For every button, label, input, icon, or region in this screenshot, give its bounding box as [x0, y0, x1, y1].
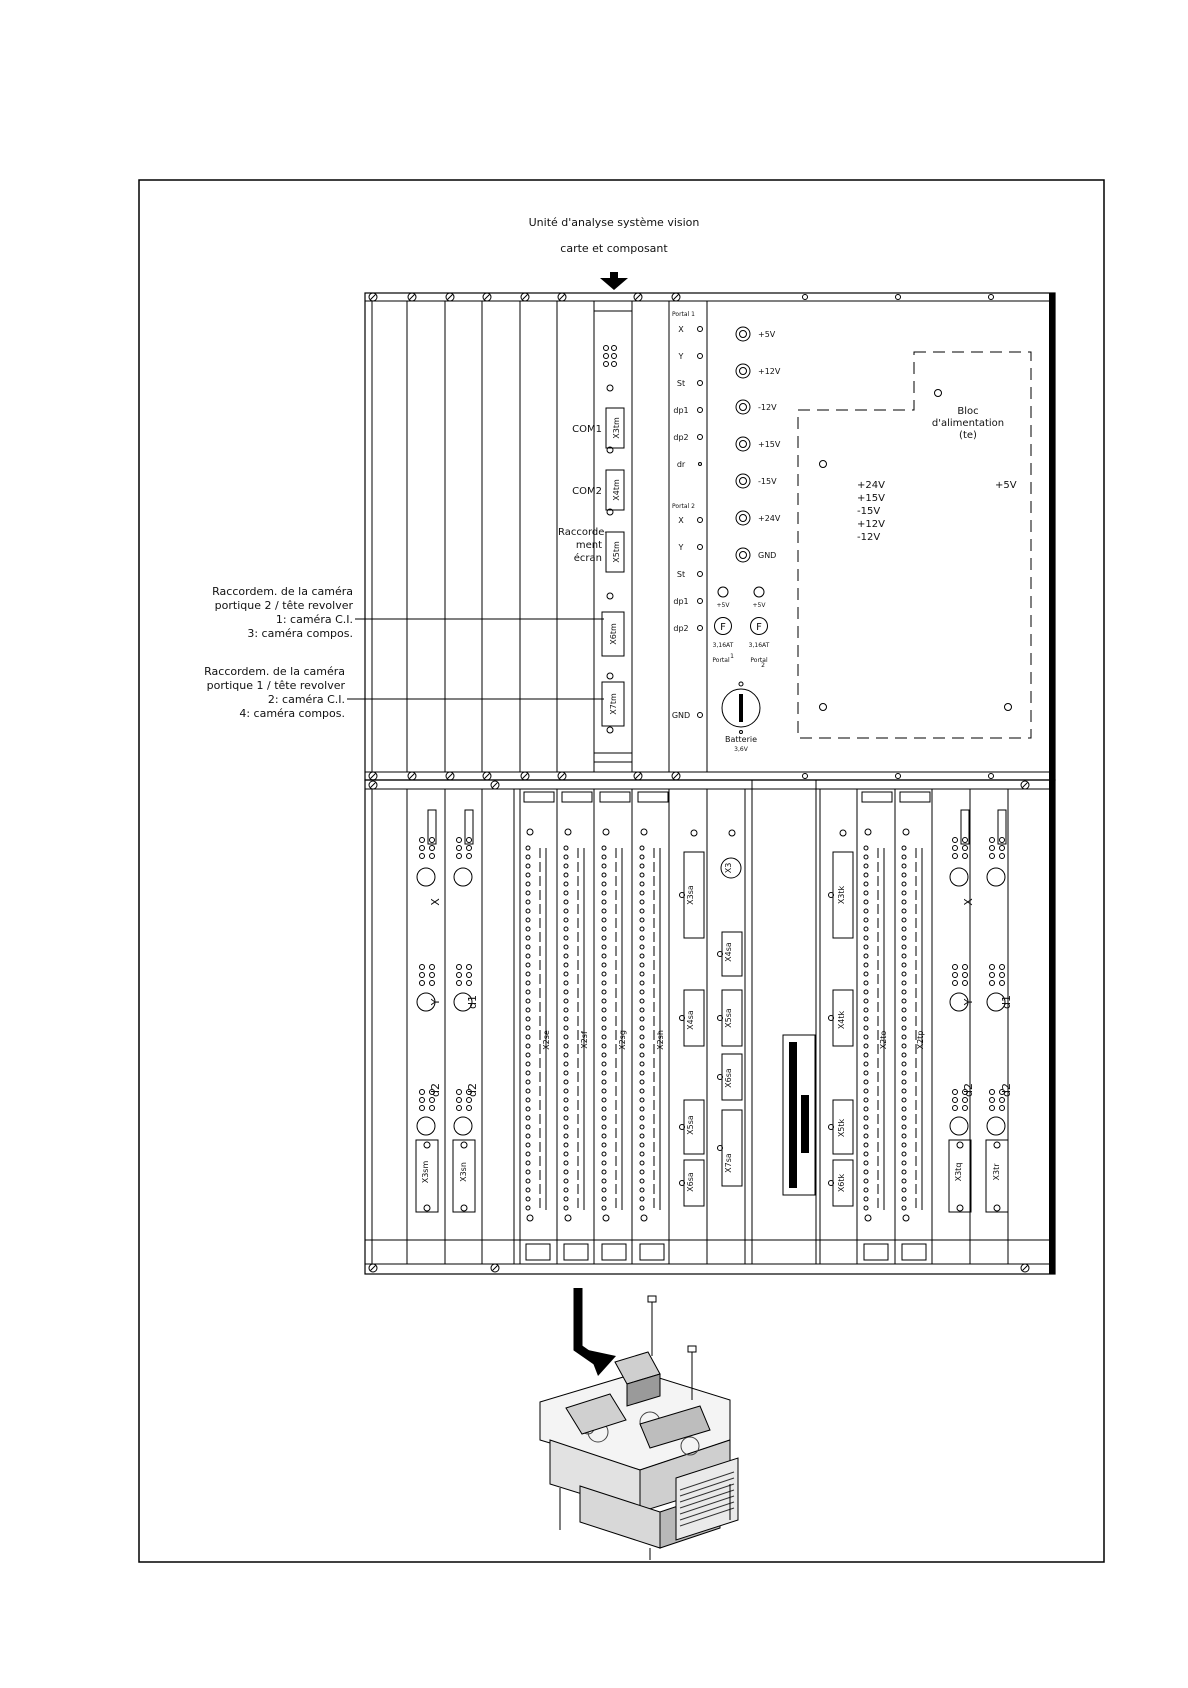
connector-x4tm-label: X4tm [612, 479, 621, 501]
screw-icon [558, 293, 566, 301]
card-tq-connector: X3tq [954, 1162, 963, 1182]
portal-2-signal-y: Y [678, 543, 684, 552]
rivet [989, 774, 994, 779]
screw-icon [369, 293, 377, 301]
blank-wide-slot [752, 780, 816, 1264]
svg-text:4: caméra compos.: 4: caméra compos. [239, 707, 345, 720]
interface-card [558, 301, 632, 772]
fuse-1-portal-word: Portal [712, 657, 730, 664]
card-sm-label-d2: d2 [429, 1083, 442, 1097]
fuse-2-rating: 3,16AT [748, 642, 770, 649]
rivet [803, 295, 808, 300]
supply-title-line-1: Bloc [957, 406, 979, 417]
bus-card-x2sf: X2sf [580, 1031, 589, 1049]
bus-card [600, 792, 630, 1260]
portal-2-signal-dp2: dp2 [673, 624, 689, 633]
card-tq-label-x: X [962, 898, 975, 906]
supply-voltage-5: -12V [857, 532, 881, 543]
card-tk-x4tk: X4tk [837, 1010, 846, 1030]
upper-rack [365, 293, 1055, 1274]
screw-icon [672, 772, 680, 780]
card-sa-right-x5sa: X5sa [724, 1008, 733, 1028]
screw-icon [446, 293, 454, 301]
card-sn-label-d1: d1 [466, 995, 479, 1009]
portal-1-signal-st: St [676, 379, 686, 388]
card-sa-right-x4sa: X4sa [724, 942, 733, 962]
title-line-2: carte et composant [560, 242, 668, 255]
card-sa-left-x5sa: X5sa [686, 1115, 695, 1135]
bus-card [862, 792, 892, 1260]
screw-icon [369, 772, 377, 780]
screw-icon [408, 772, 416, 780]
supply-voltage-3: -15V [857, 506, 881, 517]
portal-gnd-label: GND [671, 711, 691, 720]
placement-machine-illustration [540, 1296, 738, 1560]
svg-text:Raccordem. de la caméra: Raccordem. de la caméra [212, 585, 353, 598]
socket-plus12v-label: +12V [758, 367, 781, 376]
portal-2-signal-dp1: dp1 [673, 597, 689, 606]
supply-title-line-2: d'alimentation [931, 418, 1005, 429]
socket-plus15v-label: +15V [758, 440, 781, 449]
bent-arrow-icon [578, 1288, 616, 1376]
portal-card [672, 311, 703, 720]
supply-voltage-1: +24V [857, 480, 885, 491]
connector-x6tm-label: X6tm [609, 623, 618, 645]
bus-card-x2to: X2to [879, 1030, 888, 1050]
portal-1-signal-dp2: dp2 [673, 433, 689, 442]
io-card-panel [986, 810, 1008, 1212]
screw-icon [558, 772, 566, 780]
power-supply-outline [798, 352, 1031, 738]
socket-plus5v-label: +5V [758, 330, 776, 339]
fuse-1-symbol: F [720, 622, 726, 633]
io-card-panel [949, 810, 971, 1212]
card-sm-label-y: Y [429, 998, 442, 1006]
portal-1-signal-y: Y [678, 352, 684, 361]
fuse-2-portal-number: 2 [761, 662, 765, 669]
screw-icon [408, 293, 416, 301]
lower-rack-labels [421, 863, 1013, 1192]
rivet [989, 295, 994, 300]
screw-icon [491, 781, 499, 789]
com2-label: COM2 [572, 486, 602, 497]
battery-label-1: Batterie [724, 735, 758, 744]
title-line-1: Unité d'analyse système vision [528, 216, 700, 229]
bus-card [900, 792, 930, 1260]
card-sa-left-x3sa: X3sa [686, 885, 695, 905]
bus-card-x2tp: X2tp [916, 1030, 925, 1050]
screw-icon [369, 1264, 377, 1272]
screw-icon [672, 293, 680, 301]
screw-icon [1021, 1264, 1029, 1272]
battery-icon [722, 682, 760, 734]
screw-icon [483, 772, 491, 780]
fuse-1-top-label: +5V [716, 602, 730, 609]
portal-1-label: Portal 1 [672, 311, 695, 318]
portal-1-signal-x: X [678, 325, 684, 334]
card-sa-left-x4sa: X4sa [686, 1010, 695, 1030]
card-sn-connector: X3sn [459, 1162, 468, 1182]
down-arrow-icon [600, 272, 628, 290]
fuse-2-portal-word: Portal [750, 657, 768, 664]
connector-card [718, 830, 743, 1186]
bus-card-x2sh: X2sh [656, 1030, 665, 1050]
com1-label: COM1 [572, 424, 602, 435]
portal-1-signal-dr: dr [676, 460, 686, 469]
supply-voltage-2: +15V [857, 493, 885, 504]
fuse-1-portal-number: 1 [730, 653, 734, 660]
screw-icon [521, 293, 529, 301]
screw-icon [369, 781, 377, 789]
callout-portique-1 [204, 665, 604, 720]
callout-portique-2 [212, 585, 604, 640]
card-tr-label-d1: d1 [1000, 995, 1013, 1009]
portal-2-signal-x: X [678, 516, 684, 525]
card-sm-connector: X3sm [421, 1160, 430, 1184]
card-sa-left-x6sa: X6sa [686, 1172, 695, 1192]
screw-icon [634, 772, 642, 780]
bus-card [562, 792, 592, 1260]
card-sa-right-x7sa: X7sa [724, 1153, 733, 1173]
raccordement-line-1: Raccorde- [557, 527, 608, 538]
card-tr-label-d2: d2 [1000, 1083, 1013, 1097]
card-tq-label-y: Y [962, 998, 975, 1006]
svg-text:2: caméra C.I.: 2: caméra C.I. [267, 693, 345, 706]
card-sa-right-x3: X3 [724, 862, 733, 874]
rack-side-bar [1049, 293, 1055, 1274]
supply-plus5v: +5V [995, 480, 1017, 491]
card-sa-right-x6sa: X6sa [724, 1068, 733, 1088]
socket-plus24v-label: +24V [758, 514, 781, 523]
socket-minus15v-label: -15V [758, 477, 777, 486]
raccordement-line-2: ment [575, 540, 602, 551]
socket-gnd-label: GND [758, 551, 777, 560]
connector-x3tm-label: X3tm [612, 417, 621, 439]
io-card-panel [416, 810, 438, 1212]
rivet [803, 774, 808, 779]
portal-1-signal-dp1: dp1 [673, 406, 689, 415]
svg-text:Raccordem. de la caméra: Raccordem. de la caméra [204, 665, 345, 678]
screw-icon [634, 293, 642, 301]
svg-text:1: caméra C.I.: 1: caméra C.I. [275, 613, 353, 626]
portal-2-label: Portal 2 [672, 503, 695, 510]
card-tr-connector: X3tr [992, 1163, 1001, 1181]
fuse-1-rating: 3,16AT [712, 642, 734, 649]
svg-text:3: caméra compos.: 3: caméra compos. [247, 627, 353, 640]
card-tq-label-d2: d2 [962, 1083, 975, 1097]
screw-icon [483, 293, 491, 301]
card-sn-label-d2: d2 [466, 1083, 479, 1097]
power-panel [712, 327, 1031, 753]
card-tk-x3tk: X3tk [837, 885, 846, 905]
card-tk-x6tk: X6tk [837, 1173, 846, 1193]
screw-icon [1021, 781, 1029, 789]
svg-text:portique 2 / tête revolver: portique 2 / tête revolver [214, 599, 353, 612]
raccordement-line-3: écran [573, 553, 602, 564]
lower-rack [365, 780, 1055, 1274]
rivet [896, 295, 901, 300]
io-card-panel [453, 810, 475, 1212]
fuse-2-symbol: F [756, 622, 762, 633]
connector-x7tm-label: X7tm [609, 693, 618, 715]
screw-icon [446, 772, 454, 780]
card-tk-x5tk: X5tk [837, 1118, 846, 1138]
bus-card-x2se: X2se [542, 1030, 551, 1050]
rivet [896, 774, 901, 779]
connector-x5tm-label: X5tm [612, 541, 621, 563]
supply-voltage-4: +12V [857, 519, 885, 530]
bus-card-x2sg: X2sg [618, 1030, 627, 1050]
bus-card [524, 792, 554, 1260]
battery-label-2: 3,6V [734, 746, 748, 753]
bus-card [638, 792, 668, 1260]
svg-text:portique 1 / tête revolver: portique 1 / tête revolver [206, 679, 345, 692]
portal-2-signal-st: St [676, 570, 686, 579]
screw-icon [521, 772, 529, 780]
fuse-2-top-label: +5V [752, 602, 766, 609]
card-sm-label-x: X [429, 898, 442, 906]
supply-title-line-3: (te) [959, 430, 977, 441]
socket-minus12v-label: -12V [758, 403, 777, 412]
screw-icon [491, 1264, 499, 1272]
